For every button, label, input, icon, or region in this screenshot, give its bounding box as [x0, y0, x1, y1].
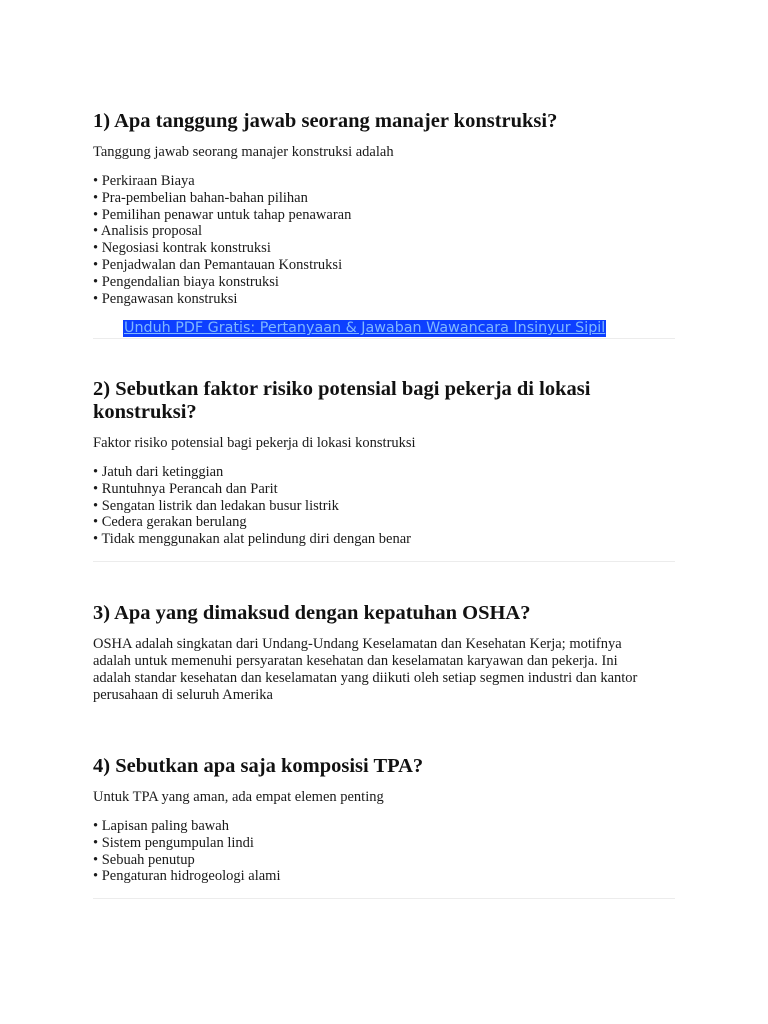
paragraph-line: perusahaan di seluruh Amerika	[93, 687, 273, 703]
qa-section-4	[93, 755, 675, 885]
question-heading-line: 2) Sebutkan faktor risiko potensial bagi pekerja di lokasi	[93, 378, 591, 400]
list-item: • Negosiasi kontrak konstruksi	[93, 240, 271, 257]
question-heading-line: konstruksi?	[93, 401, 197, 423]
list-item: • Pengendalian biaya konstruksi	[93, 273, 279, 290]
paragraph-line: adalah standar kesehatan dan keselamatan yang diikuti oleh setiap segmen industri dan kantor	[93, 670, 638, 686]
question-heading: 3) Apa yang dimaksud dengan kepatuhan OSHA?	[93, 602, 531, 624]
list-item: • Sengatan listrik dan ledakan busur listrik	[93, 497, 339, 514]
section-divider	[93, 561, 675, 562]
list-item: • Sebuah penutup	[93, 851, 195, 868]
list-item: • Lapisan paling bawah	[93, 818, 229, 834]
list-item: • Sistem pengumpulan lindi	[93, 834, 254, 851]
list-item: • Pra-pembelian bahan-bahan pilihan	[93, 189, 308, 206]
paragraph-line: OSHA adalah singkatan dari Undang-Undang Keselamatan dan Kesehatan Kerja; motifnya	[93, 636, 622, 652]
list-item: • Cedera gerakan berulang	[93, 514, 247, 531]
question-heading: 1) Apa tanggung jawab seorang manajer konstruksi?	[93, 110, 558, 132]
answer-list	[93, 464, 675, 548]
list-item: • Pengawasan konstruksi	[93, 290, 238, 307]
question-heading	[93, 378, 675, 424]
section-divider	[93, 898, 675, 899]
answer-list	[93, 818, 675, 885]
list-item: • Perkiraan Biaya	[93, 173, 195, 189]
qa-section-3	[93, 602, 675, 704]
list-item: • Analisis proposal	[93, 223, 202, 240]
list-item: • Runtuhnya Perancah dan Parit	[93, 480, 278, 497]
answer-intro: Faktor risiko potensial bagi pekerja di lokasi konstruksi	[93, 435, 416, 451]
list-item: • Pemilihan penawar untuk tahap penawaran	[93, 206, 352, 223]
qa-section-1	[93, 110, 675, 307]
list-item: • Pengaturan hidrogeologi alami	[93, 868, 281, 885]
section-divider	[93, 338, 675, 339]
answer-list	[93, 173, 675, 307]
download-pdf-link[interactable]: Unduh PDF Gratis: Pertanyaan & Jawaban Wawancara Insinyur Sipil	[124, 320, 606, 336]
list-item: • Tidak menggunakan alat pelindung diri dengan benar	[93, 531, 411, 548]
answer-paragraph	[93, 636, 675, 704]
list-item: • Jatuh dari ketinggian	[93, 464, 224, 480]
qa-section-2	[93, 378, 675, 548]
question-heading: 4) Sebutkan apa saja komposisi TPA?	[93, 755, 424, 777]
answer-intro: Untuk TPA yang aman, ada empat elemen penting	[93, 789, 384, 805]
answer-intro: Tanggung jawab seorang manajer konstruksi adalah	[93, 144, 394, 160]
paragraph-line: adalah untuk memenuhi persyaratan kesehatan dan keselamatan karyawan dan pekerja. Ini	[93, 653, 618, 669]
list-item: • Penjadwalan dan Pemantauan Konstruksi	[93, 256, 343, 273]
